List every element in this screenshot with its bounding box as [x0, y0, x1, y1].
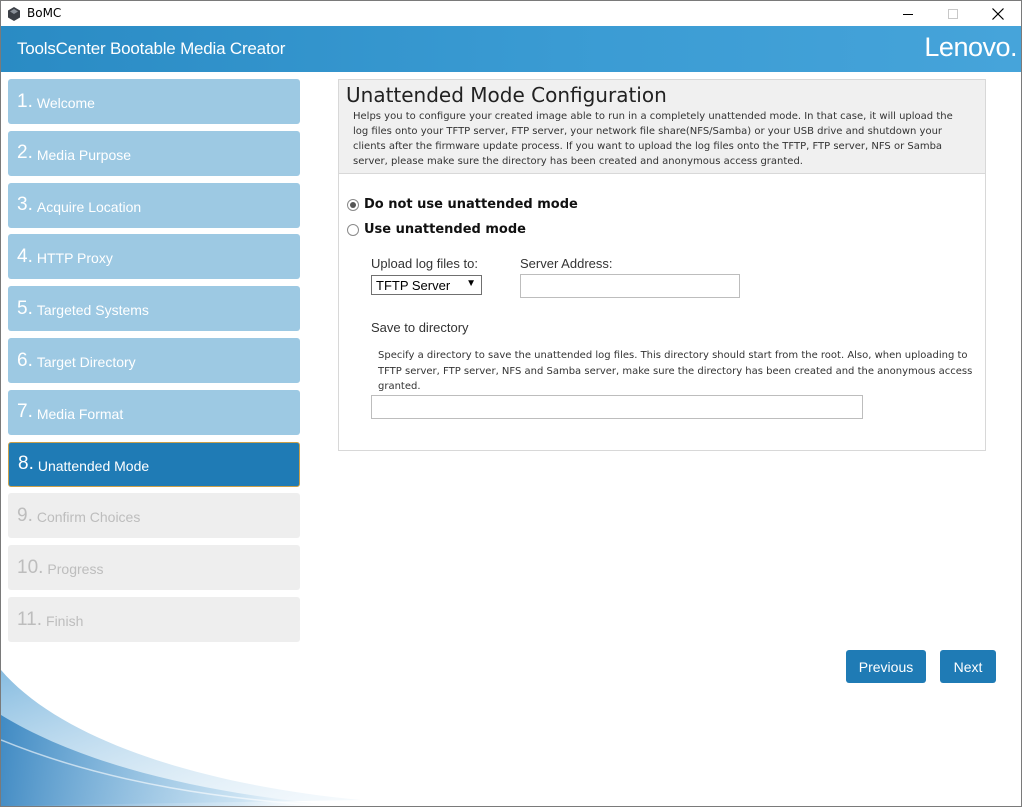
wizard-step-media-format[interactable] [8, 390, 300, 435]
lenovo-logo: Lenovo. [924, 32, 1017, 62]
save-directory-label: Save to directory [371, 320, 469, 335]
wizard-step-target-directory[interactable] [8, 338, 300, 383]
server-address-input[interactable] [520, 274, 740, 298]
radio-use-unattended[interactable] [347, 224, 359, 236]
dropdown-arrow-icon: ▼ [466, 278, 476, 289]
save-directory-input[interactable] [371, 395, 863, 419]
maximize-button[interactable] [930, 1, 976, 26]
step-number: 9. [17, 504, 33, 526]
step-number: 7. [17, 401, 33, 423]
radio-no-unattended-label[interactable]: Do not use unattended mode [364, 197, 578, 212]
server-address-label: Server Address: [520, 256, 613, 271]
step-number: 6. [17, 349, 33, 371]
step-label: Progress [47, 561, 104, 578]
upload-target-value: TFTP Server [376, 278, 451, 293]
step-label: Media Format [36, 405, 124, 422]
minimize-icon [903, 9, 913, 19]
app-title: ToolsCenter Bootable Media Creator [17, 39, 286, 58]
panel-title: Unattended Mode Configuration [346, 83, 667, 107]
wizard-step-finish [8, 597, 300, 642]
app-header [1, 26, 1021, 72]
step-number: 2. [17, 142, 33, 164]
step-label: Unattended Mode [37, 457, 150, 474]
step-label: Target Directory [36, 354, 136, 370]
step-number: 1. [17, 90, 33, 112]
close-icon [992, 8, 1004, 20]
wizard-step-welcome[interactable] [8, 79, 300, 124]
step-number: 10. [17, 556, 44, 578]
step-label: Finish [46, 613, 84, 629]
step-number: 3. [17, 194, 33, 216]
step-label: Confirm Choices [36, 509, 141, 526]
radio-use-unattended-label[interactable]: Use unattended mode [364, 222, 526, 237]
upload-log-label: Upload log files to: [371, 256, 478, 271]
step-label: Welcome [36, 95, 95, 111]
step-number: 5. [17, 297, 33, 319]
unattended-mode-panel [338, 79, 986, 451]
step-number: 4. [17, 245, 33, 267]
save-directory-description: Specify a directory to save the unattended log files. This directory should start from the root. Also, when uploading to TFTP server, FTP server, NFS and Samba server, make sure the directory has been created and the anonymous access granted. [378, 350, 973, 392]
step-label: Acquire Location [36, 198, 142, 215]
wizard-step-http-proxy[interactable] [8, 234, 300, 279]
step-label: HTTP Proxy [36, 250, 113, 267]
radio-selected-dot [350, 202, 356, 208]
next-button[interactable]: Next [940, 650, 996, 683]
close-window-button[interactable] [975, 1, 1021, 26]
window-titlebar [1, 1, 1021, 26]
step-label: Media Purpose [36, 146, 132, 163]
panel-header [339, 80, 985, 174]
wizard-step-progress [8, 545, 300, 590]
previous-button[interactable]: Previous [846, 650, 926, 683]
app-icon [7, 7, 21, 21]
radio-no-unattended[interactable] [347, 199, 359, 211]
upload-target-select[interactable] [371, 275, 482, 295]
maximize-icon [948, 9, 958, 19]
window-title: BoMC [27, 6, 62, 20]
step-number: 11. [17, 608, 43, 630]
wizard-step-unattended-mode[interactable] [8, 442, 300, 487]
step-number: 8. [18, 453, 34, 475]
panel-description: Helps you to configure your created image able to run in a completely unattended mode. In that case, it will upload the log files onto your TFTP server, FTP server, your network file share(NFS/Samba) or your USB drive and shutdown your clients after the firmware update process. If you want to upload the log files onto the TFTP, FTP server, NFS or Samba server, please make sure the directory has been created and anonymous access granted. [353, 111, 953, 167]
decorative-swoosh [1, 620, 501, 806]
wizard-step-acquire-location[interactable] [8, 183, 300, 228]
wizard-step-targeted-systems[interactable] [8, 286, 300, 331]
step-label: Targeted Systems [36, 302, 149, 319]
wizard-step-confirm-choices [8, 493, 300, 538]
minimize-button[interactable] [885, 1, 931, 26]
wizard-step-media-purpose[interactable] [8, 131, 300, 176]
